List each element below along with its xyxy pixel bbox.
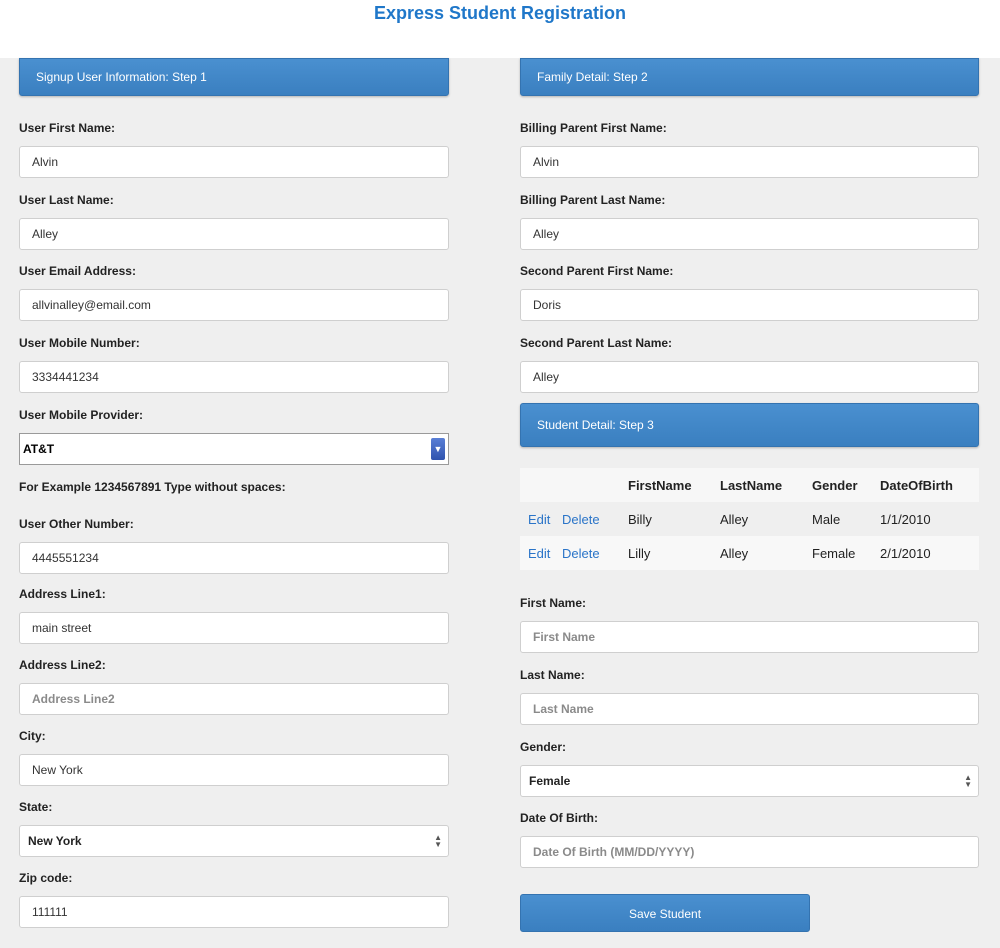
user-email-input[interactable] (19, 289, 449, 321)
step1-header: Signup User Information: Step 1 (19, 58, 449, 96)
step2-step3-column (520, 58, 979, 921)
column-header-firstname: FirstName (628, 468, 720, 502)
user-mobile-field (19, 335, 449, 393)
user-first-name-field (19, 120, 449, 178)
column-header-lastname: LastName (720, 468, 812, 502)
up-down-arrows-icon: ▲ ▼ (964, 772, 972, 789)
city-input[interactable] (19, 754, 449, 786)
student-dob-label: Date Of Birth: (520, 811, 598, 825)
table-row (520, 536, 979, 570)
user-email-label: User Email Address: (19, 264, 136, 278)
student-dob-field (520, 810, 979, 868)
billing-parent-first-field (520, 120, 979, 178)
second-parent-last-label: Second Parent Last Name: (520, 336, 673, 350)
header-spacer (520, 468, 562, 502)
zip-code-label: Zip code: (19, 871, 73, 885)
step3-header: Student Detail: Step 3 (520, 403, 979, 447)
user-other-number-label: User Other Number: (19, 517, 134, 531)
edit-link[interactable]: Edit (528, 545, 551, 561)
student-last-name: Alley (720, 536, 812, 570)
students-table (520, 468, 979, 570)
city-label: City: (19, 729, 46, 743)
city-field (19, 728, 449, 786)
zip-code-field (19, 870, 449, 928)
user-mobile-input[interactable] (19, 361, 449, 393)
student-gender-value: Female (529, 774, 571, 788)
registration-form (0, 58, 1000, 948)
step2-header: Family Detail: Step 2 (520, 58, 979, 96)
second-parent-last-field (520, 335, 979, 393)
student-dob: 2/1/2010 (880, 536, 979, 570)
save-student-button[interactable]: Save Student (520, 894, 810, 932)
billing-parent-last-input[interactable] (520, 218, 979, 250)
student-last-name-field (520, 667, 979, 725)
address-line2-input[interactable] (19, 683, 449, 715)
state-label: State: (19, 800, 53, 814)
student-last-name: Alley (720, 502, 812, 536)
column-header-dateofbirth: DateOfBirth (880, 468, 979, 502)
user-mobile-provider-field (19, 407, 449, 465)
student-dob: 1/1/2010 (880, 502, 979, 536)
delete-link[interactable]: Delete (562, 545, 600, 561)
mobile-hint-text: For Example 1234567891 Type without spaces: (19, 480, 286, 494)
address-line1-label: Address Line1: (19, 587, 106, 601)
address-line2-field (19, 657, 449, 715)
student-first-name: Lilly (628, 536, 720, 570)
student-gender: Male (812, 502, 880, 536)
student-gender: Female (812, 536, 880, 570)
user-mobile-provider-select[interactable] (19, 433, 449, 465)
billing-parent-first-label: Billing Parent First Name: (520, 121, 667, 135)
student-gender-select[interactable] (520, 765, 979, 797)
student-last-name-input[interactable] (520, 693, 979, 725)
second-parent-first-label: Second Parent First Name: (520, 264, 674, 278)
student-last-name-label: Last Name: (520, 668, 585, 682)
zip-code-input[interactable] (19, 896, 449, 928)
mobile-hint (19, 479, 449, 495)
second-parent-first-input[interactable] (520, 289, 979, 321)
table-row (520, 502, 979, 536)
student-first-name-input[interactable] (520, 621, 979, 653)
header-spacer (562, 468, 628, 502)
student-first-name: Billy (628, 502, 720, 536)
student-first-name-label: First Name: (520, 596, 587, 610)
address-line1-field (19, 586, 449, 644)
billing-parent-last-label: Billing Parent Last Name: (520, 193, 666, 207)
billing-parent-last-field (520, 192, 979, 250)
second-parent-last-input[interactable] (520, 361, 979, 393)
student-first-name-field (520, 595, 979, 653)
up-down-arrows-icon: ▲ ▼ (434, 832, 442, 849)
user-last-name-label: User Last Name: (19, 193, 114, 207)
edit-link[interactable]: Edit (528, 511, 551, 527)
user-first-name-input[interactable] (19, 146, 449, 178)
user-last-name-field (19, 192, 449, 250)
step1-column (19, 58, 449, 885)
state-value: New York (28, 834, 82, 848)
students-table-header (520, 468, 979, 502)
user-mobile-provider-value: AT&T (23, 442, 55, 456)
state-field (19, 799, 449, 857)
user-mobile-provider-label: User Mobile Provider: (19, 408, 144, 422)
user-other-number-input[interactable] (19, 542, 449, 574)
user-first-name-label: User First Name: (19, 121, 116, 135)
second-parent-first-field (520, 263, 979, 321)
address-line1-input[interactable] (19, 612, 449, 644)
student-gender-field (520, 739, 979, 797)
user-mobile-label: User Mobile Number: (19, 336, 140, 350)
address-line2-label: Address Line2: (19, 658, 106, 672)
delete-link[interactable]: Delete (562, 511, 600, 527)
user-other-number-field (19, 516, 449, 574)
column-header-gender: Gender (812, 468, 880, 502)
user-last-name-input[interactable] (19, 218, 449, 250)
student-gender-label: Gender: (520, 740, 567, 754)
billing-parent-first-input[interactable] (520, 146, 979, 178)
chevron-down-icon: ▼ (431, 438, 445, 460)
user-email-field (19, 263, 449, 321)
page-title: Express Student Registration (373, 3, 627, 23)
state-select[interactable] (19, 825, 449, 857)
student-dob-input[interactable] (520, 836, 979, 868)
